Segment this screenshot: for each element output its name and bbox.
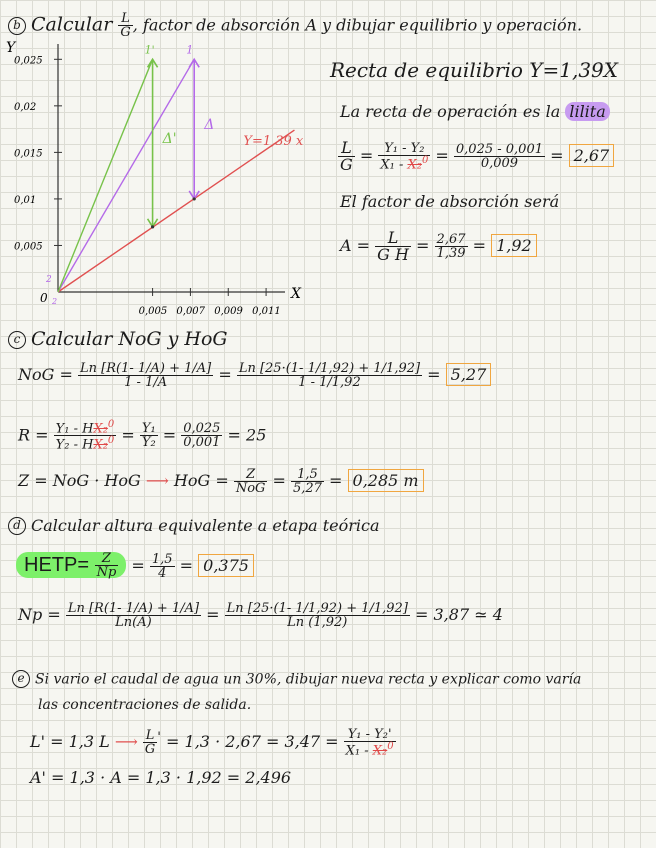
section-b-title-post: , factor de absorción A y dibujar equilibrio y operación. bbox=[132, 15, 583, 35]
origin-top: 2 bbox=[46, 275, 52, 285]
section-b-title-pre: Calcular bbox=[31, 13, 113, 36]
hetp-result: 0,375 bbox=[198, 554, 254, 577]
section-letter-c: c bbox=[8, 331, 26, 349]
operation-line-pre: La recta de operación es la bbox=[340, 102, 561, 121]
operation-point bbox=[193, 197, 196, 200]
a-result: 1,92 bbox=[491, 234, 537, 257]
lg-lhs: $\frac{L}{G}$ bbox=[340, 138, 353, 174]
series-line bbox=[58, 59, 194, 292]
arrow-icon: ⟶ bbox=[145, 471, 169, 490]
lg-values: $\frac{0,025 - 0,001}{0,009}$ bbox=[455, 142, 543, 171]
y-tick-label: 0,015 bbox=[14, 148, 43, 160]
x-tick-label: 0,011 bbox=[252, 306, 281, 317]
section-e-line1: Si vario el caudal de agua un 30%, dibujar nueva recta y explicar como varía bbox=[35, 671, 582, 688]
nog-result: 5,27 bbox=[446, 363, 492, 386]
x-tick-label: 0,005 bbox=[138, 306, 168, 317]
series-label: 1 bbox=[186, 43, 194, 57]
operation-line-text bbox=[340, 104, 610, 120]
delta-label: Δ bbox=[204, 117, 215, 134]
r-result: 25 bbox=[246, 425, 267, 445]
y-axis-label: Y bbox=[6, 40, 16, 56]
operation-point bbox=[151, 225, 154, 228]
x-axis-label: X bbox=[291, 286, 301, 302]
section-e-line2: las concentraciones de salida. bbox=[38, 697, 252, 713]
y-tick-label: 0,005 bbox=[14, 241, 43, 253]
z-calculation: Z = NoG · HoG ⟶ HoG = $\frac{Z}{\text{NoG}}$ = $\frac{1,5}{5,27}$ = 0,285 m bbox=[18, 468, 424, 495]
section-letter-d: d bbox=[8, 517, 26, 535]
series-line bbox=[58, 130, 294, 292]
absorption-text: El factor de absorción será bbox=[340, 192, 560, 211]
y-tick-label: 0,01 bbox=[14, 194, 37, 206]
origin-sub: 2 bbox=[52, 297, 58, 306]
series-label: Y=1,39 x bbox=[243, 133, 304, 149]
arrow-icon: ⟶ bbox=[114, 732, 138, 752]
series-label: 1' bbox=[144, 43, 155, 57]
section-c-header bbox=[8, 330, 228, 349]
hog-result: 0,285 m bbox=[348, 469, 424, 492]
y-tick-label: 0,025 bbox=[14, 55, 43, 67]
series-line bbox=[58, 59, 153, 292]
operation-line-highlight: lilita bbox=[565, 102, 609, 121]
section-d-title: Calcular altura equivalente a etapa teórica bbox=[31, 516, 380, 535]
l-prime-calculation: L' = 1,3 L ⟶ $\frac{L}{G}$ ' = 1,3 · 2,67 = 3,47 = $\frac{\text{Y₁ - Y₂'}}{X_1 - X_2^0}$ bbox=[30, 727, 394, 759]
lg-fraction: $\frac{L}{G}$ bbox=[120, 11, 131, 40]
equilibrium-title: Recta de equilibrio Y=1,39X bbox=[330, 58, 619, 82]
x-tick-label: 0,009 bbox=[214, 306, 243, 317]
delta-label: Δ' bbox=[162, 131, 177, 148]
origin-label: 0 bbox=[40, 291, 48, 305]
a-calculation: A = $\frac{L}{\text{G H}}$ = $\frac{2,67}{1,39}$ = 1,92 bbox=[340, 230, 537, 263]
hetp-calculation: HETP= $\frac{Z}{Np}$ = $\frac{1,5}{4}$ = 0,375 bbox=[16, 552, 254, 580]
section-e-header bbox=[12, 670, 581, 688]
section-c-title: Calcular NoG y HoG bbox=[31, 328, 228, 350]
y-tick-label: 0,02 bbox=[14, 101, 37, 113]
np-calculation: Np = $\frac{Ln [R(1- 1/A) + 1/A]}{Ln(A)}$ = $\frac{Ln [25\cdot(1- 1/1,92) + 1/1,92]}{Ln (1,92)}$ = 3,87 ≃ 4 bbox=[18, 601, 503, 630]
section-letter-b: b bbox=[8, 17, 26, 35]
lg-mid: $\frac{\text{Y₁ - Y₂}}{X_1 - X_2^0}$ bbox=[380, 140, 429, 173]
lg-calculation: $\frac{L}{G}$ = $\frac{\text{Y₁ - Y₂}}{X_1 - X_2^0}$ = $\frac{0,025 - 0,001}{0,009}$ = 2,67 bbox=[338, 140, 614, 173]
hetp-highlight: HETP= $\frac{Z}{Np}$ bbox=[16, 552, 126, 578]
section-letter-e: e bbox=[12, 670, 30, 688]
lg-result: 2,67 bbox=[569, 144, 615, 167]
a-prime-calculation: A' = 1,3 · A = 1,3 · 1,92 = 2,496 bbox=[30, 768, 292, 787]
np-result: = 3,87 ≃ 4 bbox=[415, 605, 503, 624]
section-d-header bbox=[8, 516, 380, 535]
equilibrium-operation-chart bbox=[0, 30, 330, 320]
nog-calculation: NoG = $\frac{Ln [R(1- 1/A) + 1/A]}{1 - 1/A}$ = $\frac{Ln [25\cdot(1- 1/1,92) + 1/1,92]}{1 - 1/1,92}$ = 5,27 bbox=[18, 362, 491, 389]
x-tick-label: 0,007 bbox=[176, 306, 206, 317]
r-calculation: R = $\frac{Y_1 - HX_2^0}{Y_2 - HX_2^0}$ = $\frac{\text{Y₁}}{\text{Y₂}}$ = $\frac{0,025}{0,001}$ = 25 bbox=[18, 419, 267, 453]
